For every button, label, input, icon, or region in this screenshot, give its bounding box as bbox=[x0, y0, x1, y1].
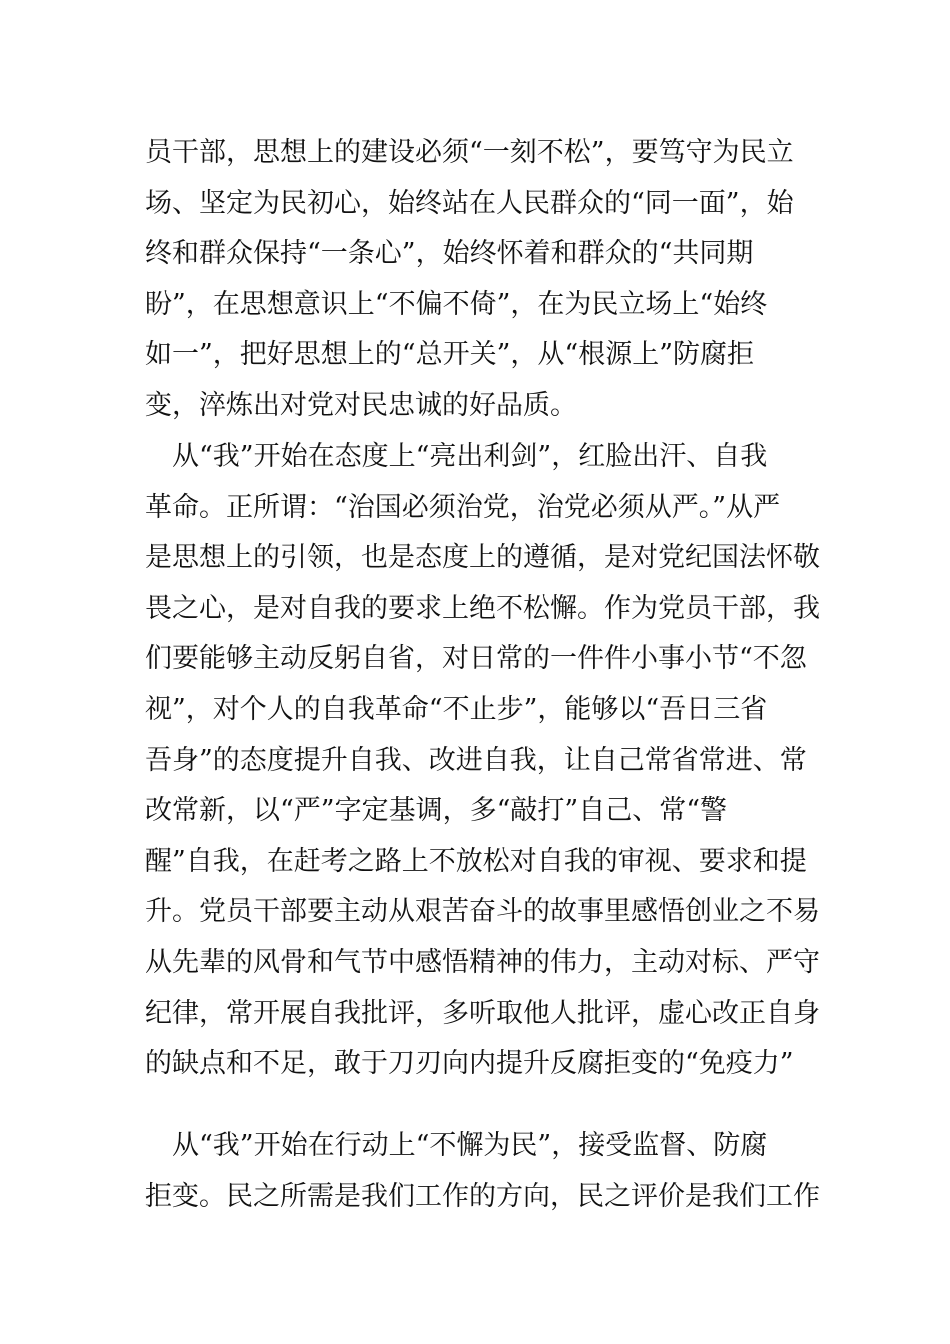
text-line: 纪律，常开展自我批评，多听取他人批评，虚心改正自身 bbox=[145, 997, 820, 1029]
text-line: 视”，对个人的自我革命“不止步”，能够以“吾日三省 bbox=[145, 693, 768, 725]
paragraph-1 bbox=[145, 128, 815, 432]
text-line: 拒变。民之所需是我们工作的方向，民之评价是我们工作 bbox=[145, 1180, 820, 1212]
text-line: 场、坚定为民初心，始终站在人民群众的“同一面”，始 bbox=[145, 187, 794, 219]
text-line: 是思想上的引领，也是态度上的遵循，是对党纪国法怀敬 bbox=[145, 542, 820, 574]
text-line: 的缺点和不足，敢于刀刃向内提升反腐拒变的“免疫力” bbox=[145, 1048, 794, 1080]
text-line: 们要能够主动反躬自省，对日常的一件件小事小节“不忽 bbox=[145, 643, 807, 675]
text-line: 从“我”开始在态度上“亮出利剑”，红脸出汗、自我 bbox=[145, 441, 768, 472]
text-line: 畏之心，是对自我的要求上绝不松懈。作为党员干部，我 bbox=[145, 592, 820, 624]
paragraph-3 bbox=[145, 1121, 820, 1222]
text-line: 员干部，思想上的建设必须“一刻不松”，要笃守为民立 bbox=[145, 137, 794, 168]
text-line: 升。党员干部要主动从艰苦奋斗的故事里感悟创业之不易 bbox=[145, 896, 820, 928]
text-line: 变，淬炼出对党对民忠诚的好品质。 bbox=[145, 389, 577, 421]
text-line: 吾身”的态度提升自我、改进自我，让自己常省常进、常 bbox=[145, 744, 807, 776]
text-line: 终和群众保持“一条心”，始终怀着和群众的“共同期 bbox=[145, 238, 754, 270]
text-line: 改常新，以“严”字定基调，多“敲打”自己、常“警 bbox=[145, 795, 728, 827]
paragraph-2 bbox=[145, 432, 820, 1090]
text-line: 革命。正所谓：“治国必须治党，治党必须从严。”从严 bbox=[145, 491, 781, 523]
text-line: 从先辈的风骨和气节中感悟精神的伟力，主动对标、严守 bbox=[145, 946, 820, 978]
text-line: 如一”，把好思想上的“总开关”，从“根源上”防腐拒 bbox=[145, 339, 755, 371]
text-line: 从“我”开始在行动上“不懈为民”，接受监督、防腐 bbox=[145, 1130, 768, 1161]
text-line: 醒”自我，在赶考之路上不放松对自我的审视、要求和提 bbox=[145, 845, 807, 877]
text-line: 盼”，在思想意识上“不偏不倚”，在为民立场上“始终 bbox=[145, 288, 768, 320]
